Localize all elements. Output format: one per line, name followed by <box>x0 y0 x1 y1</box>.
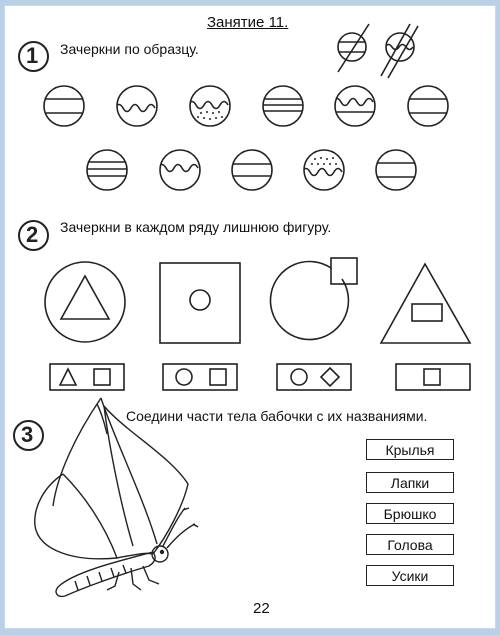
label-wings[interactable]: Крылья <box>366 439 454 460</box>
answer-box-4[interactable] <box>396 364 470 390</box>
figure-triangle-with-rectangle[interactable] <box>381 264 470 343</box>
answer-box-1[interactable] <box>50 364 124 390</box>
task-1-instruction: Зачеркни по образцу. <box>60 41 199 57</box>
circle-10[interactable] <box>302 150 344 190</box>
sample-circle-wave <box>381 24 418 78</box>
butterfly-drawing[interactable] <box>35 398 198 596</box>
task-3-number: 3 <box>21 422 34 447</box>
circle-7[interactable] <box>84 150 130 190</box>
sample-circle-stripes <box>335 24 369 72</box>
circle-4[interactable] <box>260 86 306 126</box>
page-number: 22 <box>253 600 270 617</box>
circle-3[interactable] <box>188 86 230 126</box>
circle-2[interactable] <box>115 86 157 126</box>
label-abdomen[interactable]: Брюшко <box>366 503 454 524</box>
circle-1[interactable] <box>41 86 87 126</box>
task-2-instruction: Зачеркни в каждом ряду лишнюю фигуру. <box>60 219 332 235</box>
circle-8[interactable] <box>158 150 200 190</box>
label-antennae[interactable]: Усики <box>366 565 454 586</box>
circle-11[interactable] <box>373 150 419 190</box>
label-legs[interactable]: Лапки <box>366 472 454 493</box>
figure-circle-with-triangle[interactable] <box>45 262 125 342</box>
task-3-instruction: Соедини части тела бабочки с их названиями. <box>126 408 428 424</box>
circle-5[interactable] <box>333 86 377 126</box>
lesson-title: Занятие 11. <box>207 14 289 31</box>
answer-box-2[interactable] <box>163 364 237 390</box>
task-1-number: 1 <box>26 43 39 68</box>
task-2-number: 2 <box>26 222 39 247</box>
answer-box-3[interactable] <box>277 364 351 390</box>
circle-6[interactable] <box>405 86 451 126</box>
label-head[interactable]: Голова <box>366 534 454 555</box>
figure-square-with-circle[interactable] <box>160 263 240 343</box>
worksheet-page <box>4 5 496 629</box>
circle-9[interactable] <box>229 150 275 190</box>
worksheet-drawings <box>5 6 495 628</box>
figure-circle-with-square[interactable] <box>270 258 357 340</box>
